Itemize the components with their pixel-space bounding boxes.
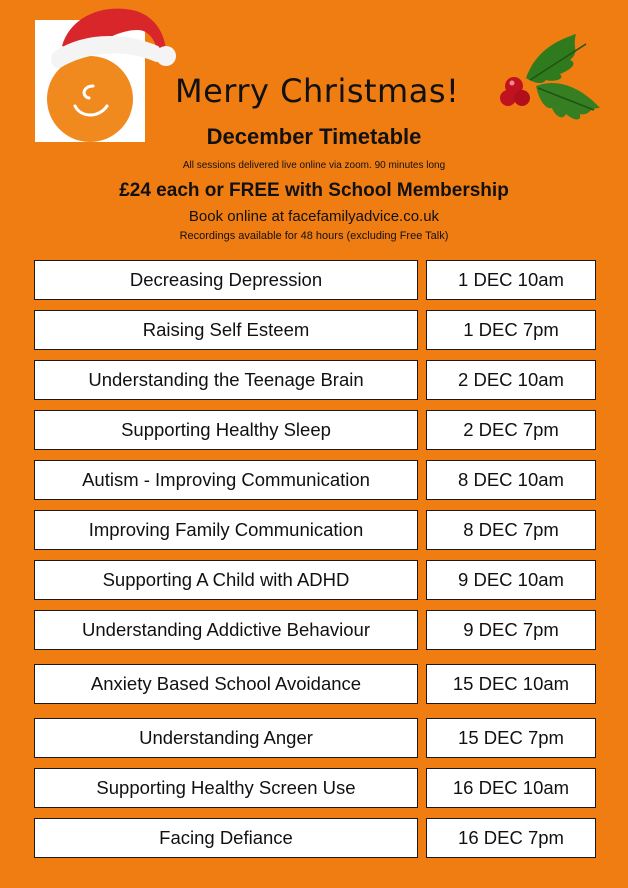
session-date: 2 DEC 7pm	[426, 410, 596, 450]
session-title: Understanding Addictive Behaviour	[34, 610, 418, 650]
session-title: Anxiety Based School Avoidance	[34, 664, 418, 704]
session-title: Decreasing Depression	[34, 260, 418, 300]
session-date: 15 DEC 7pm	[426, 718, 596, 758]
session-title: Supporting A Child with ADHD	[34, 560, 418, 600]
price-text: £24 each or FREE with School Membership	[119, 180, 509, 201]
session-date: 15 DEC 10am	[426, 664, 596, 704]
session-date: 1 DEC 10am	[426, 260, 596, 300]
session-title: Raising Self Esteem	[34, 310, 418, 350]
session-date: 9 DEC 10am	[426, 560, 596, 600]
holly-icon	[496, 30, 608, 130]
recordings-note: Recordings available for 48 hours (excluding Free Talk)	[179, 230, 449, 242]
session-title: Facing Defiance	[34, 818, 418, 858]
santa-hat-icon	[40, 0, 180, 72]
session-date: 16 DEC 10am	[426, 768, 596, 808]
session-date: 16 DEC 7pm	[426, 818, 596, 858]
session-info: All sessions delivered live online via zoom. 90 minutes long	[182, 160, 446, 171]
session-date: 1 DEC 7pm	[426, 310, 596, 350]
session-date: 2 DEC 10am	[426, 360, 596, 400]
booking-text: Book online at facefamilyadvice.co.uk	[188, 208, 440, 225]
session-title: Understanding Anger	[34, 718, 418, 758]
session-title: Understanding the Teenage Brain	[34, 360, 418, 400]
session-title: Improving Family Communication	[34, 510, 418, 550]
greeting-text: Merry Christmas!	[175, 72, 460, 110]
session-title: Supporting Healthy Screen Use	[34, 768, 418, 808]
timetable-title: December Timetable	[206, 124, 422, 149]
session-date: 9 DEC 7pm	[426, 610, 596, 650]
session-date: 8 DEC 7pm	[426, 510, 596, 550]
session-date: 8 DEC 10am	[426, 460, 596, 500]
session-title: Autism - Improving Communication	[34, 460, 418, 500]
session-title: Supporting Healthy Sleep	[34, 410, 418, 450]
